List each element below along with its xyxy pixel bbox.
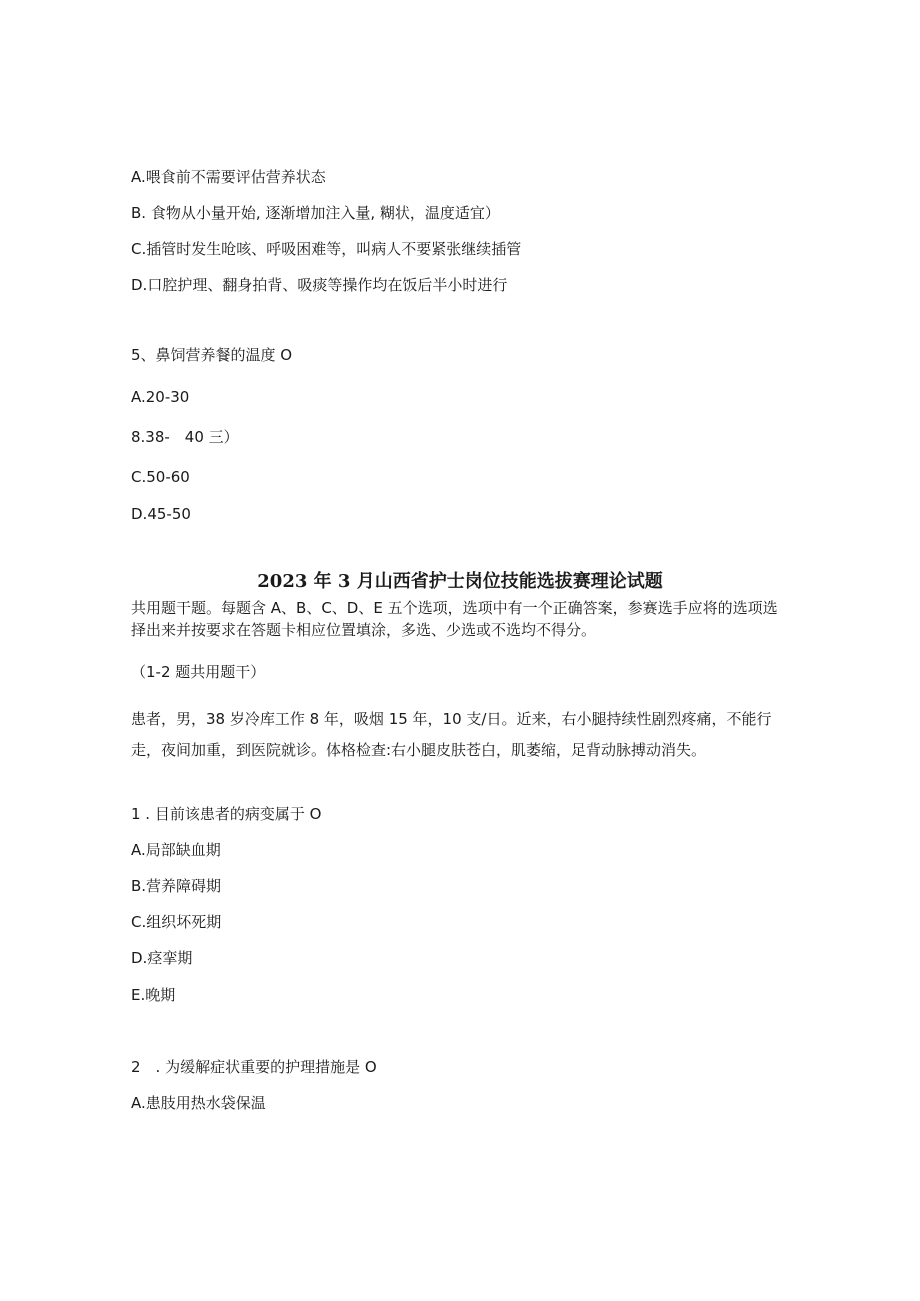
q1-stem: 1 . 目前该患者的病变属于 O [131,805,322,823]
q1-option-b: B.营养障碍期 [131,877,222,895]
case-text: 患者，男，38 岁冷库工作 8 年，吸烟 15 年，10 支/日。近来，右小腿持续性剧烈疼痛，不能行走，夜间加重，到医院就诊。体格检查:右小腿皮肤苍白，肌萎缩，足背动脉搏动消失。 [131,710,772,759]
q5-option-d: D.45-50 [131,505,191,523]
q5-option-c: C.50-60 [131,468,190,486]
q1-option-a: A.局部缺血期 [131,841,221,859]
q2-stem: 2 . 为缓解症状重要的护理措施是 O [131,1058,377,1076]
q4-option-a: A.喂食前不需要评估营养状态 [131,168,326,186]
q1-option-c: C.组织坏死期 [131,913,222,931]
q2-option-a: A.患肢用热水袋保温 [131,1094,266,1112]
q4-option-c: C.插管时发生呛咳、呼吸困难等，叫病人不要紧张继续插管 [131,240,522,258]
q5-option-a: A.20-30 [131,388,190,406]
q4-option-d: D.口腔护理、翻身拍背、吸痰等操作均在饭后半小时进行 [131,276,508,294]
q5-option-b: 8.38- 40 三） [131,428,239,446]
group-label: （1-2 题共用题干） [131,663,266,681]
q1-option-d: D.痉挛期 [131,949,193,967]
q4-option-b: B. 食物从小量开始, 逐渐增加注入量, 糊状，温度适宜） [131,204,500,222]
q1-option-e: E.晚期 [131,986,176,1004]
instructions: 共用题干题。每题含 A、B、C、D、E 五个选项，选项中有一个正确答案，参赛选手应将的选项选择出来并按要求在答题卡相应位置填涂，多选、少选或不选均不得分。 [131,599,778,639]
exam-title: 2023 年 3 月山西省护士岗位技能选拔赛理论试题 [257,571,663,592]
q5-stem: 5、鼻饲营养餐的温度 O [131,346,293,364]
